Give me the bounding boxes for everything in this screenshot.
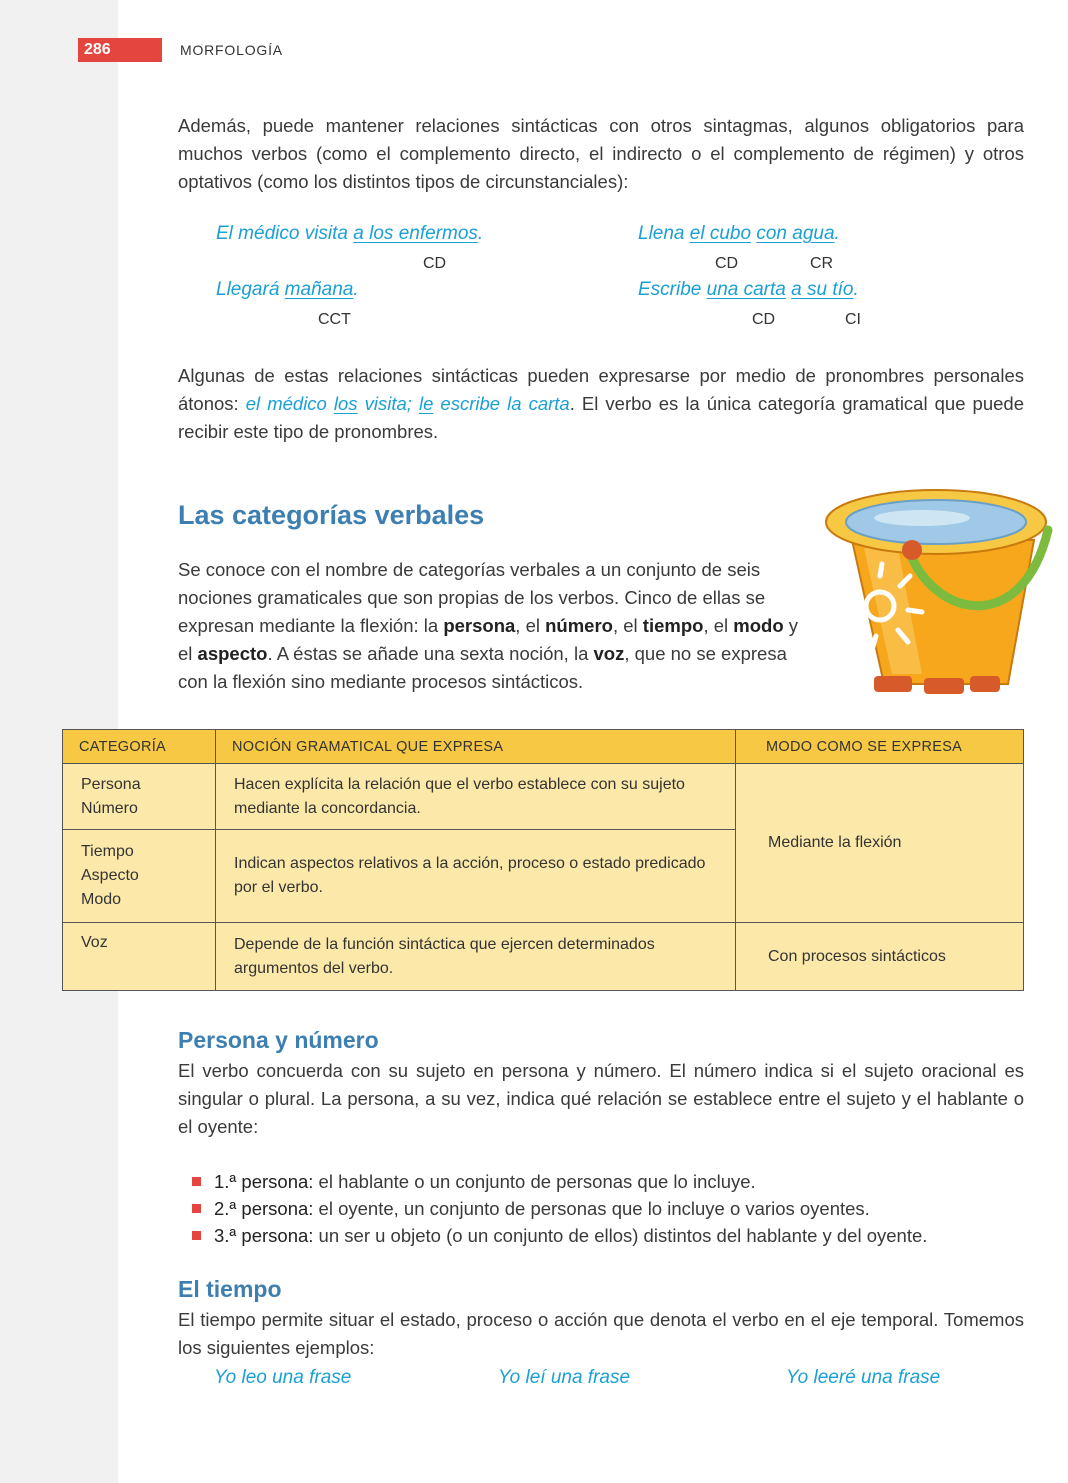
table-cell-notion: Indican aspectos relativos a la acción, proceso o estado predicado por el verbo. — [216, 830, 736, 923]
table-header-nocion: NOCIÓN GRAMATICAL QUE EXPRESA — [216, 730, 736, 764]
list-item — [192, 1222, 927, 1249]
table-cell-notion: Depende de la función sintáctica que ejercen determinados argumentos del verbo. — [216, 923, 736, 991]
paragraph-text: , el — [703, 615, 734, 636]
example-text: . — [853, 279, 859, 300]
list-item-text: el oyente, un conjunto de personas que lo incluye o varios oyentes. — [313, 1198, 870, 1219]
list-item-label: 2.ª persona: — [214, 1198, 314, 1219]
paragraph-text: y el — [178, 615, 799, 664]
paragraph-text: Algunas de estas relaciones sintácticas pueden expresarse por medio de pronombres personales átonos: — [178, 365, 1024, 414]
example-separator: ; — [406, 393, 419, 414]
example-inline: el médico — [245, 393, 334, 414]
table-cell-category — [63, 830, 216, 923]
example-inline-underlined: los — [333, 393, 358, 414]
section-title-tiempo: El tiempo — [178, 1276, 282, 1302]
table-cell-notion: Hacen explícita la relación que el verbo establece con su sujeto mediante la concordancia. — [216, 764, 736, 830]
category-label: Número — [81, 799, 138, 817]
bullet-square-icon — [192, 1204, 201, 1213]
example-inline: escribe la carta — [433, 393, 570, 414]
page-header — [0, 0, 1068, 70]
keyword: voz — [593, 643, 625, 664]
section-title-persona: Persona y número — [178, 1027, 379, 1053]
table-header-categoria: CATEGORÍA — [63, 730, 216, 764]
table-row — [63, 764, 1024, 830]
example-3-tag-cct: CCT — [318, 311, 351, 328]
example-2-tag-cd: CD — [715, 255, 739, 272]
example-4-tag-ci: CI — [845, 311, 861, 328]
example-1-tag-cd: CD — [423, 255, 447, 272]
paragraph-text: . A éstas se añade una sexta noción, la — [267, 643, 594, 664]
example-text: Llena — [638, 223, 690, 244]
table-cell-mode: Con procesos sintácticos — [736, 923, 1024, 991]
keyword: persona — [443, 615, 516, 636]
list-item-text: el hablante o un conjunto de personas que lo incluye. — [313, 1171, 756, 1192]
bullet-square-icon — [192, 1231, 201, 1240]
keyword: modo — [733, 615, 784, 636]
category-label: Voz — [81, 934, 108, 951]
category-label: Persona — [81, 775, 141, 793]
categories-paragraph — [178, 556, 800, 696]
example-underlined: a su tío — [791, 279, 854, 300]
keyword: tiempo — [642, 615, 704, 636]
bucket-illustration — [812, 478, 1062, 698]
example-underlined: el cubo — [689, 223, 752, 244]
example-text: Escribe — [638, 279, 707, 300]
paragraph-text: , el — [515, 615, 546, 636]
example-underlined: una carta — [706, 279, 786, 300]
example-2-tag-cr: CR — [810, 255, 834, 272]
example-text: . — [834, 223, 840, 244]
example-2 — [638, 223, 840, 245]
table-cell-category — [63, 923, 216, 991]
table-cell-category — [63, 764, 216, 830]
list-item-label: 3.ª persona: — [214, 1225, 314, 1246]
example-underlined: con agua — [756, 223, 835, 244]
list-item-text: un ser u objeto (o un conjunto de ellos) distintos del hablante y del oyente. — [313, 1225, 928, 1246]
example-text: El médico visita — [216, 223, 354, 244]
keyword: aspecto — [197, 643, 268, 664]
example-3 — [216, 279, 359, 301]
example-1 — [216, 223, 483, 245]
paragraph-text: , que no se expresa con la flexión sino mediante procesos sintácticos. — [178, 643, 787, 692]
paragraph-text: , el — [612, 615, 643, 636]
example-underlined: mañana — [284, 279, 354, 300]
tiempo-example-present: Yo leo una frase — [214, 1367, 352, 1388]
tiempo-example-future: Yo leeré una frase — [786, 1367, 941, 1388]
example-text: . — [477, 223, 484, 244]
intro-paragraph: Además, puede mantener relaciones sintácticas con otros sintagmas, algunos obligatorios para muchos verbos (como el complemento directo, el indirecto o el complemento de régimen) y otros optativos (como los distintos tipos de circunstanciales): — [178, 115, 1024, 192]
table-header-row — [63, 730, 1024, 764]
tiempo-paragraph: El tiempo permite situar el estado, proceso o acción que denota el verbo en el eje temporal. Tomemos los siguientes ejemplos: — [178, 1309, 1024, 1358]
tiempo-example-past: Yo leí una frase — [498, 1367, 631, 1388]
bullet-square-icon — [192, 1177, 201, 1186]
list-item — [192, 1195, 927, 1222]
table-cell-mode: Mediante la flexión — [736, 764, 1024, 923]
section-title-categorias: Las categorías verbales — [178, 500, 485, 530]
list-item-label: 1.ª persona: — [214, 1171, 314, 1192]
example-4-tag-cd: CD — [752, 311, 776, 328]
section-label: MORFOLOGÍA — [180, 42, 283, 58]
paragraph-text: Se conoce con el nombre de categorías verbales a un conjunto de seis nociones gramaticales que son propias de los verbos. Cinco de ellas se expresan mediante la flexión: la — [178, 559, 766, 636]
persona-list — [192, 1168, 927, 1249]
categories-table — [62, 729, 1024, 991]
category-label: Aspecto — [81, 867, 139, 884]
page-number-badge: 286 — [78, 38, 162, 62]
example-text: Llegará — [216, 279, 285, 300]
example-inline: visita — [357, 393, 407, 414]
table-header-modo: MODO COMO SE EXPRESA — [736, 730, 1024, 764]
category-label: Tiempo — [81, 843, 134, 860]
list-item — [192, 1168, 927, 1195]
example-4 — [638, 279, 859, 301]
category-label: Modo — [81, 891, 122, 908]
example-inline-underlined: le — [418, 393, 434, 414]
persona-paragraph: El verbo concuerda con su sujeto en persona y número. El número indica si el sujeto oracional es singular o plural. La persona, a su vez, indica qué relación se establece entre el sujeto y el hablante o el oyente: — [178, 1060, 1024, 1137]
table-row — [63, 923, 1024, 991]
keyword: número — [545, 615, 613, 636]
paragraph-text: . El verbo es la única categoría gramatical que puede recibir este tipo de pronombres. — [178, 393, 1024, 442]
example-underlined: a los enfermos — [353, 223, 478, 244]
pronoun-paragraph — [178, 362, 1024, 446]
example-text: . — [353, 279, 359, 300]
